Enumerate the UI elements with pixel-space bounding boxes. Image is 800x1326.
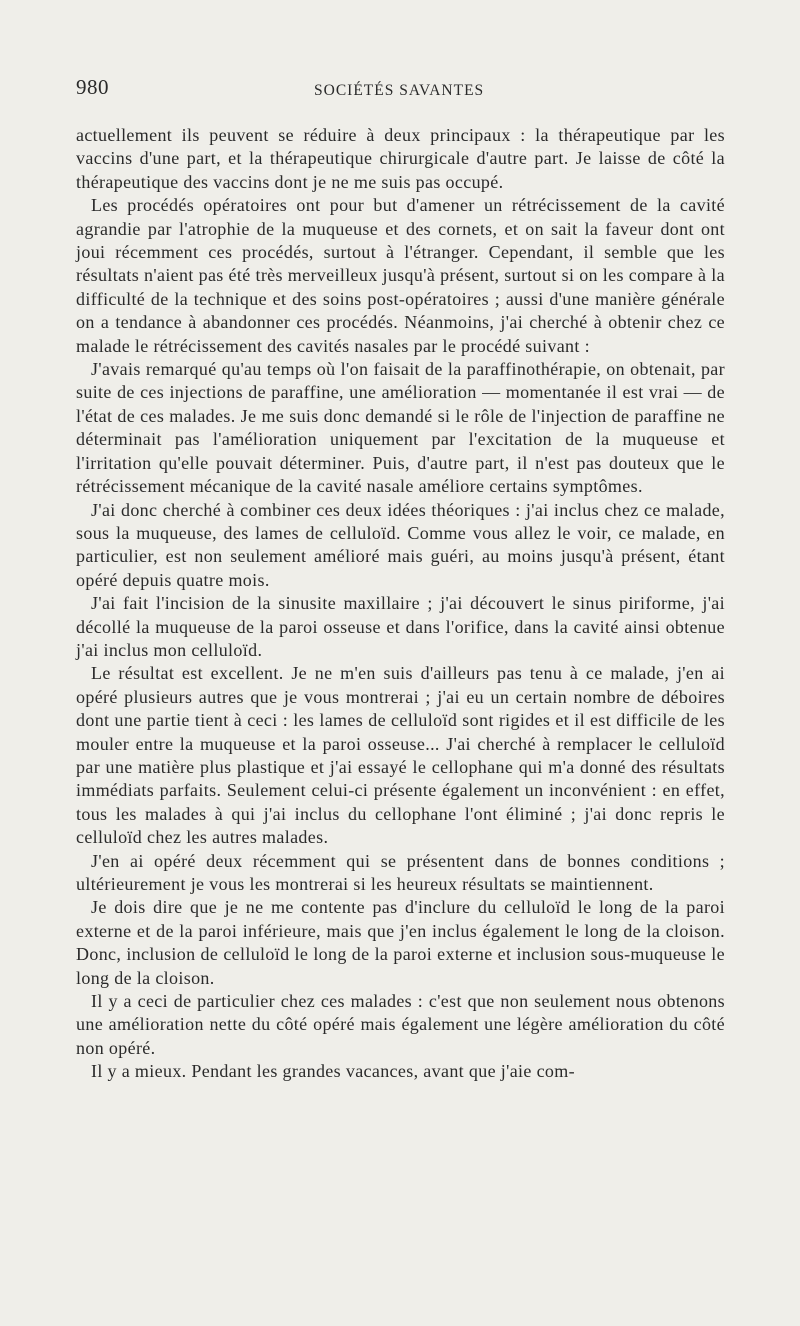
page-number: 980 — [76, 75, 109, 99]
paragraph: Le résultat est excellent. Je ne m'en suis d'ailleurs pas tenu à ce malade, j'en ai opéré plusieurs autres que je vous montrerai ; j'ai eu un certain nombre de déboires dont une partie tient à ceci : les lames de celluloïd sont rigides et il est difficile de les mouler entre la muqueuse et la paroi osseuse... J'ai cherché à remplacer le celluloïd par une matière plus plastique et j'ai essayé le cellophane qui m'a donné des résultats immédiats parfaits. Seulement celui-ci présente également un inconvénient : en effet, tous les malades à qui j'ai inclus du cellophane l'ont éliminé ; j'ai donc repris le celluloïd chez les autres malades. — [76, 663, 725, 848]
paragraph: J'ai fait l'incision de la sinusite maxillaire ; j'ai découvert le sinus piriforme, j'ai décollé la muqueuse de la paroi osseuse et dans l'orifice, dans la cavité ainsi obtenue j'ai inclus mon celluloïd. — [76, 593, 725, 660]
paragraph: actuellement ils peuvent se réduire à deux principaux : la thérapeutique par les vaccins d'une part, et la thérapeutique chirurgicale d'autre part. Je laisse de côté la thérapeutique des vaccins dont je ne me suis pas occupé. — [76, 125, 725, 192]
paragraph: Il y a ceci de particulier chez ces malades : c'est que non seulement nous obtenons une amélioration nette du côté opéré mais également une légère amélioration du côté non opéré. — [76, 991, 725, 1058]
paragraph: Je dois dire que je ne me contente pas d'inclure du celluloïd le long de la paroi externe et de la paroi inférieure, mais que j'en inclus également le long de la cloison. Donc, inclusion de celluloïd le long de la paroi externe et inclusion sous-muqueuse le long de la cloison. — [76, 897, 725, 988]
paragraph: J'avais remarqué qu'au temps où l'on faisait de la paraffinothérapie, on obtenait, par suite de ces injections de paraffine, une amélioration — momentanée il est vrai — de l'état de ces malades. Je me suis donc demandé si le rôle de l'injection de paraffine ne déterminait pas l'amélioration uniquement par l'excitation de la muqueuse et l'irritation qu'elle pouvait déterminer. Puis, d'autre part, il n'est pas douteux que le rétrécissement mécanique de la cavité nasale améliore certains symptômes. — [76, 359, 725, 497]
paragraph: J'ai donc cherché à combiner ces deux idées théoriques : j'ai inclus chez ce malade, sous la muqueuse, des lames de celluloïd. Comme vous allez le voir, ce malade, en particulier, est non seulement amélioré mais guéri, au moins jusqu'à présent, étant opéré depuis quatre mois. — [76, 499, 725, 590]
paragraph: Il y a mieux. Pendant les grandes vacances, avant que j'aie com- — [91, 1061, 575, 1082]
body-text — [76, 124, 725, 1084]
paragraph: Les procédés opératoires ont pour but d'amener un rétrécissement de la cavité agrandie par l'atrophie de la muqueuse et des cornets, et on sait la faveur dont ont joui récemment ces procédés, surtout à l'étranger. Cependant, il semble que les résultats n'aient pas été très merveilleux jusqu'à présent, surtout si on les compare à la difficulté de la technique et des soins post-opératoires ; aussi d'une manière générale on a tendance à abandonner ces procédés. Néanmoins, j'ai cherché à obtenir chez ce malade le rétrécissement des cavités nasales par le procédé suivant : — [76, 195, 725, 356]
paragraph: J'en ai opéré deux récemment qui se présentent dans de bonnes conditions ; ultérieurement je vous les montrerai si les heureux résultats se maintiennent. — [76, 850, 725, 894]
running-title: SOCIÉTÉS SAVANTES — [314, 82, 485, 99]
